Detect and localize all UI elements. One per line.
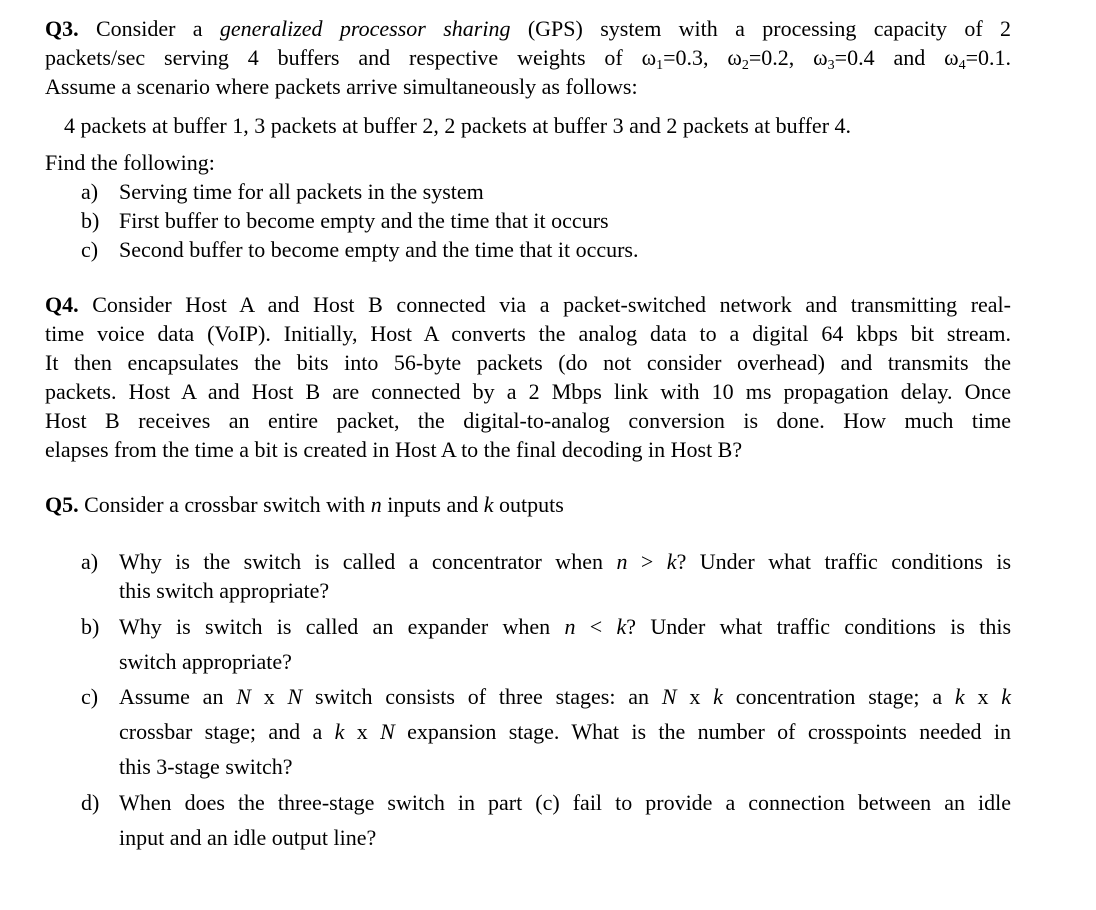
q5-c-line-3: this 3-stage switch?: [119, 754, 293, 779]
q3-line-1: [45, 14, 1011, 43]
var-k: k: [334, 719, 345, 744]
q5-text: expansion stage. What is the number of crosspoints needed in: [407, 719, 1011, 744]
q5-text: ? Under what traffic conditions is this: [626, 614, 1012, 639]
q5-a-line-1: [119, 547, 1011, 576]
var-k: k: [713, 684, 723, 709]
q3-gps-term: generalized processor sharing: [219, 16, 511, 41]
q5-text: ? Under what traffic conditions is: [676, 549, 1012, 574]
q4-line-1: [45, 290, 1011, 319]
q3-item-text: Serving time for all packets in the system: [119, 179, 484, 204]
var-k: k: [616, 614, 627, 639]
q5-item-label: c): [81, 684, 99, 709]
q5-text: switch consists of three stages: an: [315, 684, 650, 709]
times-x: x: [263, 684, 275, 709]
times-x: x: [689, 684, 701, 709]
q5-text: concentration stage; a: [735, 684, 943, 709]
q4-line-2: time voice data (VoIP). Initially, Host A converts the analog data to a digital 64 kbps bit stream.: [45, 321, 1011, 346]
q5-c-line-1: [119, 682, 1011, 711]
q5-b-line-1: [119, 612, 1011, 641]
q3-text: =0.4 and ω: [834, 45, 959, 70]
q3-text: =0.1.: [965, 45, 1012, 70]
var-N: N: [380, 719, 395, 744]
q4-line-5: Host B receives an entire packet, the digital-to-analog conversion is done. How much time: [45, 408, 1011, 433]
var-n: n: [564, 614, 576, 639]
q5-item-label: a): [81, 549, 99, 574]
q3-find-heading: Find the following:: [45, 150, 215, 175]
var-N: N: [236, 684, 251, 709]
var-k: k: [954, 684, 965, 709]
q3-text: =0.2, ω: [748, 45, 828, 70]
var-N: N: [287, 684, 303, 709]
q4-line-6: elapses from the time a bit is created in Host A to the final decoding in Host B?: [45, 437, 743, 462]
q3-item-text: First buffer to become empty and the time that it occurs: [119, 208, 609, 233]
times-x: x: [977, 684, 989, 709]
q4-line-4: packets. Host A and Host B are connected by a 2 Mbps link with 10 ms propagation delay. Once: [45, 379, 1011, 404]
var-k: k: [666, 549, 677, 574]
q3-line-2: [45, 43, 1011, 72]
var-k: k: [1001, 684, 1012, 709]
q5-text: Why is the switch is called a concentrator when: [119, 549, 603, 574]
times-x: x: [356, 719, 368, 744]
var-k: k: [483, 492, 494, 517]
q3-item-text: Second buffer to become empty and the time that it occurs.: [119, 237, 639, 262]
q5-intro: [45, 490, 564, 519]
q3-scenario: 4 packets at buffer 1, 3 packets at buffer 2, 2 packets at buffer 3 and 2 packets at buffer 4.: [64, 113, 852, 138]
subscript: 4: [958, 58, 966, 73]
q3-text: (GPS) system with a processing capacity of 2: [527, 16, 1012, 41]
lt-symbol: <: [589, 614, 603, 639]
q3-item-label: b): [81, 208, 100, 233]
q4-line-3: It then encapsulates the bits into 56-byte packets (do not consider overhead) and transmits the: [45, 350, 1011, 375]
q3-line-3: Assume a scenario where packets arrive simultaneously as follows:: [45, 74, 638, 99]
q5-b-line-2: switch appropriate?: [119, 649, 292, 674]
var-n: n: [370, 492, 382, 517]
q5-number: Q5.: [45, 492, 79, 517]
var-N: N: [661, 684, 677, 709]
q3-text: Consider a: [95, 16, 203, 41]
q3-number: Q3.: [45, 16, 79, 41]
var-n: n: [616, 549, 628, 574]
q5-d-line-2: input and an idle output line?: [119, 825, 377, 850]
q5-text: inputs and: [387, 492, 479, 517]
q5-c-line-2: [119, 717, 1011, 746]
q5-text: Consider a crossbar switch with: [84, 492, 366, 517]
subscript: 1: [656, 58, 664, 73]
q5-text: crossbar stage; and a: [119, 719, 323, 744]
q5-text: Why is switch is called an expander when: [119, 614, 551, 639]
q5-text: Assume an: [119, 684, 224, 709]
q5-item-label: d): [81, 790, 100, 815]
subscript: 2: [741, 58, 749, 73]
q3-item-label: c): [81, 237, 99, 262]
gt-symbol: >: [640, 549, 654, 574]
q5-item-label: b): [81, 614, 100, 639]
q5-d-line-1: When does the three-stage switch in part (c) fail to provide a connection between an idle: [119, 790, 1011, 815]
q5-a-line-2: this switch appropriate?: [119, 578, 330, 603]
q5-text: outputs: [499, 492, 564, 517]
q3-text: packets/sec serving 4 buffers and respective weights of ω: [45, 45, 657, 70]
subscript: 3: [827, 58, 835, 73]
q3-item-label: a): [81, 179, 99, 204]
q4-text: Consider Host A and Host B connected via a packet-switched network and transmitting real-: [92, 292, 1012, 317]
q3-text: =0.3, ω: [663, 45, 742, 70]
q4-number: Q4.: [45, 292, 79, 317]
